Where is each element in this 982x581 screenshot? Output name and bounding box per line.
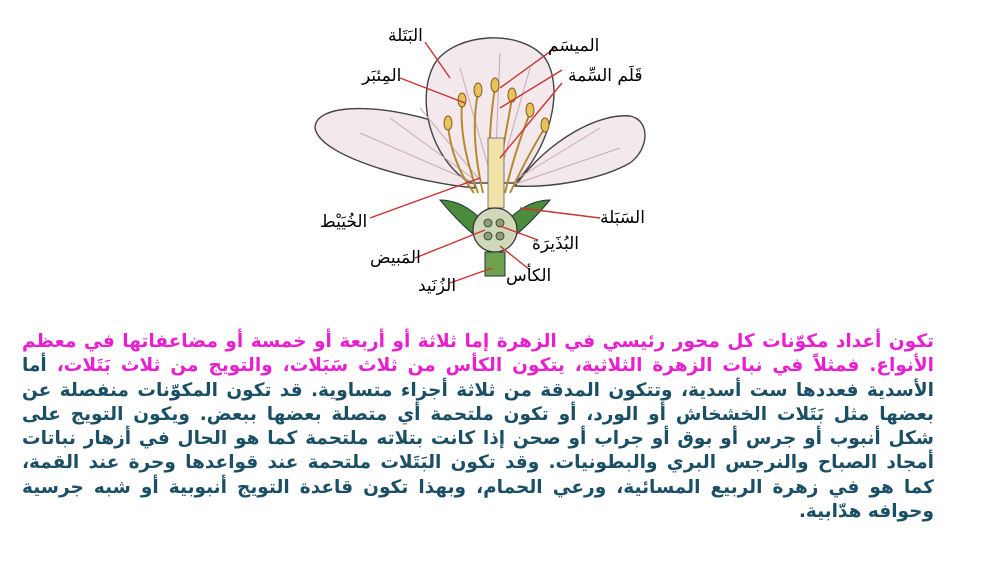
receptacle [485, 252, 505, 276]
label-calyx: الكأس [506, 266, 552, 286]
label-ovule: البُذَيرَة [532, 234, 579, 254]
article-highlight: تكون أعداد مكوّنات كل محور رئيسي في الزهرة إما ثلاثة أو أربعة أو خمسة أو مضاعفاتها في معظم الأنواع. فمثلاً في نبات الزهرة الثلاثية، يتكون الكأس من ثلاث سَبَلات، والتويج من ثلاث بَتَلات، [22, 331, 934, 377]
label-sepal: السَبَلة [600, 208, 645, 228]
label-ovary: المَبيض [370, 248, 421, 268]
flower-diagram [300, 8, 700, 308]
label-petal: البَتَلة [388, 26, 423, 46]
style-column [488, 138, 504, 208]
label-stigma: الميسَم [548, 36, 600, 56]
label-receptacle: الزُنَيد [418, 276, 457, 296]
flower-illustration [300, 8, 700, 308]
article-paragraph [22, 330, 934, 524]
label-anther: المِئبَر [362, 66, 402, 86]
label-style: قَلَم السِّمة [568, 66, 643, 86]
article-body: أما الأسدية فعددها ست أسدية، وتتكون المدقة من ثلاثة أجزاء متساوية. قد تكون المكوّنات منفصلة عن بعضها مثل بَتَلات الخشخاش أو الورد، أو تكون ملتحمة أي متصلة بعضها ببعض. ويكون التويج على شكل أنبوب أو جرس أو بوق أو جراب أو صحن إذا كانت بتلاته ملتحمة كما هو الحال في أزهار نباتات أمجاد الصباح والنرجس البري والبطونيات. وقد تكون البَتَلات ملتحمة عند قواعدها وحرة عند القمة، كما هو في زهرة الربيع المسائية، ورعي الحمام، وبهذا تكون قاعدة التويج أنبوبية أو شبه جرسية وحوافه هدّابية. [22, 355, 934, 523]
label-filament: الخُيَيْط [320, 212, 368, 232]
